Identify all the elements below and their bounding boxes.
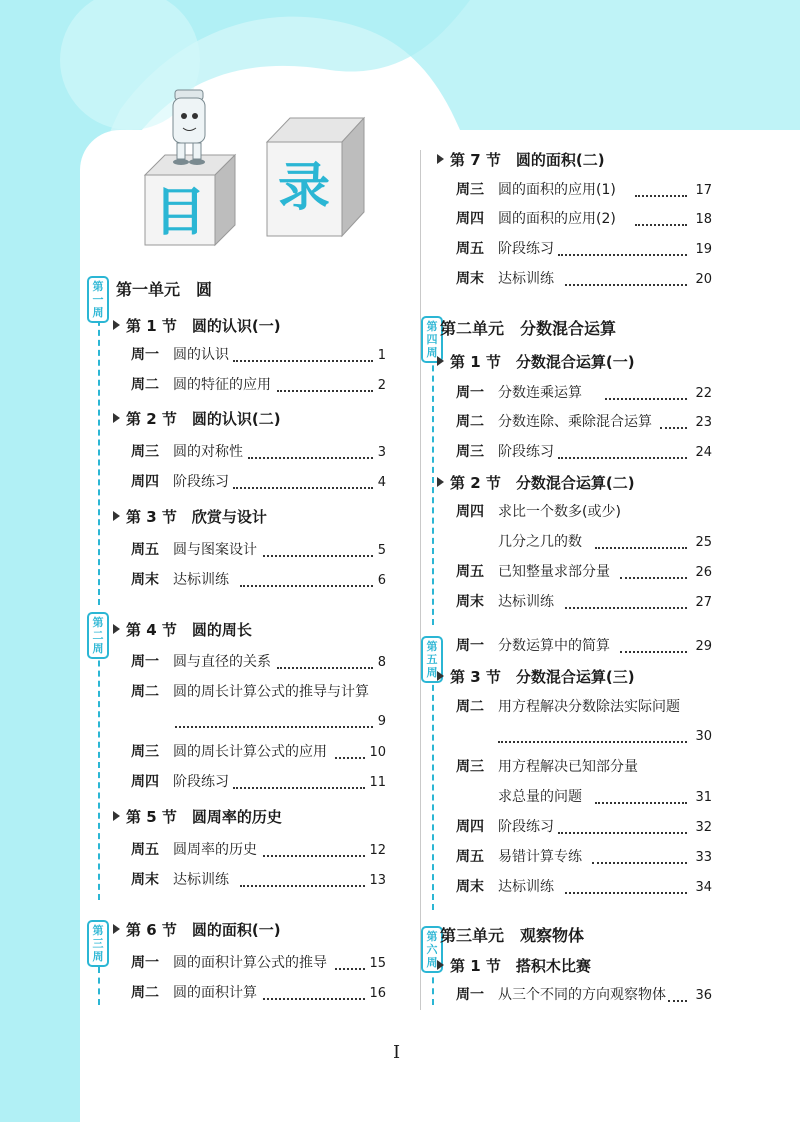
section-1-5[interactable]: 第 5 节 圆周率的历史 bbox=[113, 806, 282, 827]
section-2-2[interactable]: 第 2 节 分数混合运算(二) bbox=[437, 472, 635, 493]
unit3-title[interactable]: 第三单元 观察物体 bbox=[440, 926, 585, 945]
column-divider bbox=[420, 150, 421, 1010]
toc-entry[interactable]: 周三 圆的面积的应用(1) bbox=[456, 182, 616, 198]
toc-entry[interactable]: 周三 用方程解决已知部分量 bbox=[456, 759, 638, 775]
toc-entry[interactable]: 周二 分数连除、乘除混合运算 bbox=[456, 414, 652, 430]
week1-line bbox=[98, 300, 100, 605]
toc-entry[interactable]: 周末 达标训练 bbox=[131, 572, 229, 588]
toc-entry[interactable]: 周五 圆与图案设计 bbox=[131, 542, 257, 558]
week5-line bbox=[432, 655, 434, 910]
toc-entry[interactable]: 周四 阶段练习 bbox=[131, 774, 229, 790]
unit1-title[interactable]: 第一单元 圆 bbox=[116, 280, 213, 299]
toc-entry[interactable]: 周一 从三个不同的方向观察物体 bbox=[456, 987, 666, 1003]
week5-tab: 第 五 周 bbox=[421, 636, 443, 683]
page-number: I bbox=[393, 1042, 401, 1063]
week1-tab: 第 一 周 bbox=[87, 276, 109, 323]
section-2-3[interactable]: 第 3 节 分数混合运算(三) bbox=[437, 666, 635, 687]
toc-entry[interactable]: 周五 圆周率的历史 bbox=[131, 842, 257, 858]
toc-entry[interactable]: 周五 易错计算专练 bbox=[456, 849, 582, 865]
section-1-7[interactable]: 第 7 节 圆的面积(二) bbox=[437, 149, 605, 170]
toc-entry[interactable]: 周一 分数运算中的简算 bbox=[456, 638, 610, 654]
toc-entry[interactable]: 周三 圆的周长计算公式的应用 bbox=[131, 744, 327, 760]
header-char-mu: 目 bbox=[153, 183, 206, 243]
toc-entry[interactable]: 周一 圆的认识 bbox=[131, 347, 229, 363]
toc-entry[interactable]: 周末 达标训练 bbox=[131, 872, 229, 888]
section-1-6[interactable]: 第 6 节 圆的面积(一) bbox=[113, 919, 281, 940]
week3-tab: 第 三 周 bbox=[87, 920, 109, 967]
toc-entry[interactable]: 周五 已知整量求部分量 bbox=[456, 564, 610, 580]
unit2-title[interactable]: 第二单元 分数混合运算 bbox=[440, 319, 617, 338]
toc-entry[interactable]: 周三 圆的对称性 bbox=[131, 444, 243, 460]
toc-entry[interactable]: 周三 阶段练习 bbox=[456, 444, 554, 460]
toc-entry[interactable]: 周四 求比一个数多(或少) bbox=[456, 504, 621, 520]
mascot-icon bbox=[165, 88, 215, 166]
section-1-4[interactable]: 第 4 节 圆的周长 bbox=[113, 619, 252, 640]
section-1-1[interactable]: 第 1 节 圆的认识(一) bbox=[113, 315, 281, 336]
section-3-1[interactable]: 第 1 节 搭积木比赛 bbox=[437, 955, 591, 976]
section-1-3[interactable]: 第 3 节 欣赏与设计 bbox=[113, 506, 267, 527]
header-char-lu: 录 bbox=[277, 158, 330, 218]
week2-tab: 第 二 周 bbox=[87, 612, 109, 659]
toc-entry[interactable]: 周四 阶段练习 bbox=[456, 819, 554, 835]
toc-entry[interactable]: 周五 阶段练习 bbox=[456, 241, 554, 257]
toc-entry[interactable]: 周末 达标训练 bbox=[456, 594, 554, 610]
week4-tab: 第 四 周 bbox=[421, 316, 443, 363]
toc-entry[interactable]: 周二 圆的特征的应用 bbox=[131, 377, 271, 393]
toc-entry[interactable]: 周二 圆的周长计算公式的推导与计算 bbox=[131, 684, 369, 700]
section-1-2[interactable]: 第 2 节 圆的认识(二) bbox=[113, 408, 281, 429]
toc-entry[interactable]: 周末 达标训练 bbox=[456, 879, 554, 895]
toc-entry[interactable]: 周一 分数连乘运算 bbox=[456, 385, 582, 401]
week2-line bbox=[98, 630, 100, 900]
toc-entry[interactable]: 周二 圆的面积计算 bbox=[131, 985, 257, 1001]
section-2-1[interactable]: 第 1 节 分数混合运算(一) bbox=[437, 351, 635, 372]
toc-entry[interactable]: 周四 圆的面积的应用(2) bbox=[456, 211, 616, 227]
toc-entry[interactable]: 周四 阶段练习 bbox=[131, 474, 229, 490]
toc-entry[interactable]: 周一 圆与直径的关系 bbox=[131, 654, 271, 670]
week6-tab: 第 六 周 bbox=[421, 926, 443, 973]
toc-entry[interactable]: 周二 用方程解决分数除法实际问题 bbox=[456, 699, 680, 715]
toc-entry[interactable]: 周末 达标训练 bbox=[456, 271, 554, 287]
week4-line bbox=[432, 335, 434, 625]
toc-entry[interactable]: 周一 圆的面积计算公式的推导 bbox=[131, 955, 327, 971]
